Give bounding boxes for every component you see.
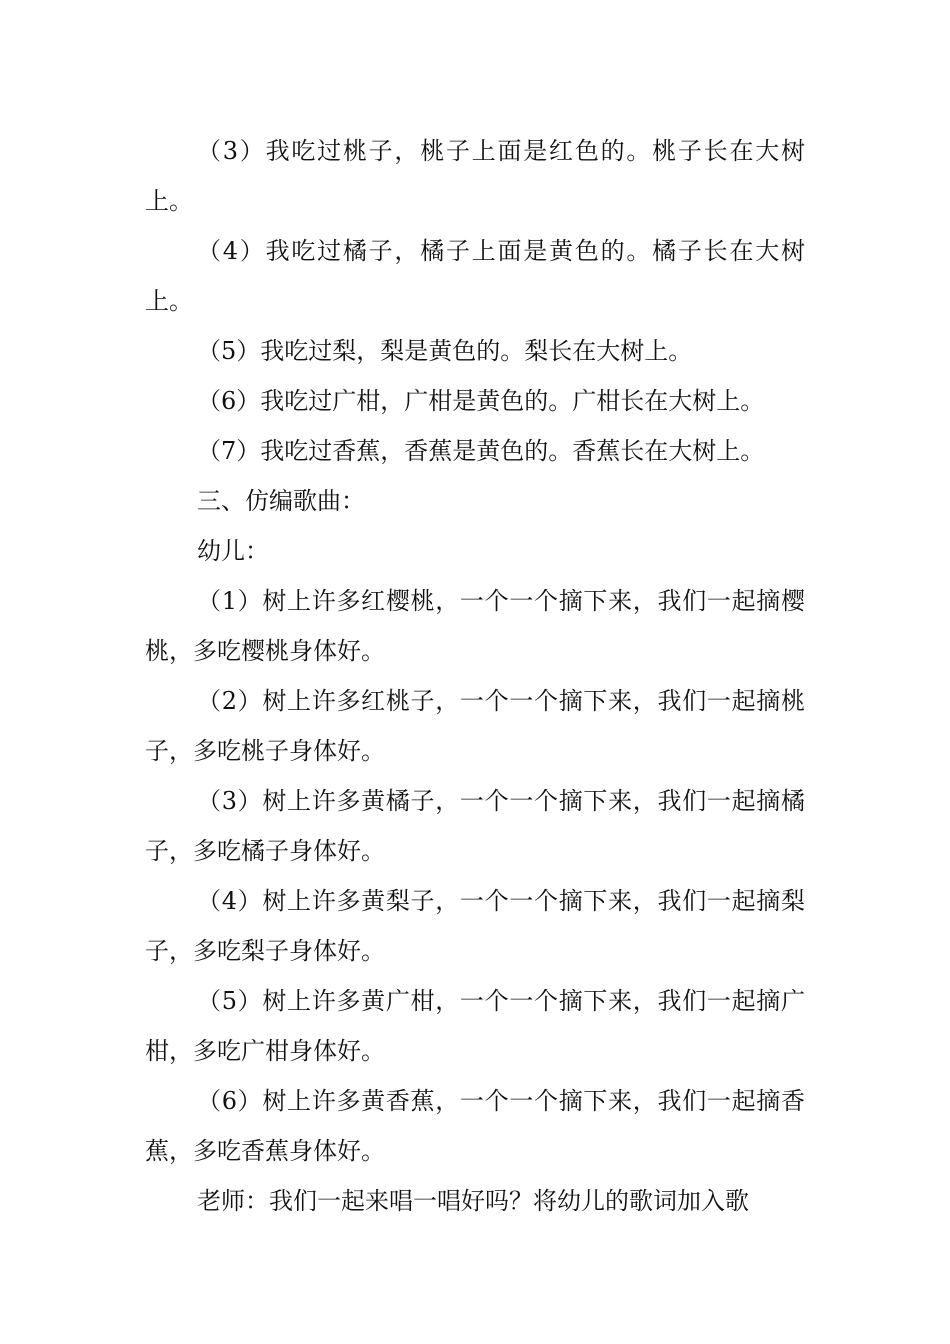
paragraph-pear: （5）我吃过梨，梨是黄色的。梨长在大树上。	[197, 337, 693, 365]
paragraph-orange: （4）我吃过橘子，橘子上面是黄色的。橘子长在大树上。	[145, 237, 805, 315]
lyric-orange: （3）树上许多黄橘子，一个一个摘下来，我们一起摘橘子，多吃橘子身体好。	[145, 787, 805, 865]
lyric-peach: （2）树上许多红桃子，一个一个摘下来，我们一起摘桃子，多吃桃子身体好。	[145, 687, 805, 765]
lyric-banana: （6）树上许多黄香蕉，一个一个摘下来，我们一起摘香蕉，多吃香蕉身体好。	[145, 1087, 805, 1165]
document-body	[145, 126, 805, 1226]
paragraph-peach: （3）我吃过桃子，桃子上面是红色的。桃子长在大树上。	[145, 137, 805, 215]
paragraph-banana: （7）我吃过香蕉，香蕉是黄色的。香蕉长在大树上。	[197, 437, 765, 465]
lyric-cherry: （1）树上许多红樱桃，一个一个摘下来，我们一起摘樱桃，多吃樱桃身体好。	[145, 587, 805, 665]
paragraph-tangerine: （6）我吃过广柑，广柑是黄色的。广柑长在大树上。	[197, 387, 765, 415]
paragraph-teacher: 老师：我们一起来唱一唱好吗？将幼儿的歌词加入歌	[197, 1187, 749, 1215]
speaker-children: 幼儿：	[197, 537, 269, 565]
section-heading-song: 三、仿编歌曲：	[197, 487, 365, 515]
lyric-tangerine: （5）树上许多黄广柑，一个一个摘下来，我们一起摘广柑，多吃广柑身体好。	[145, 987, 805, 1065]
lyric-pear: （4）树上许多黄梨子，一个一个摘下来，我们一起摘梨子，多吃梨子身体好。	[145, 887, 805, 965]
